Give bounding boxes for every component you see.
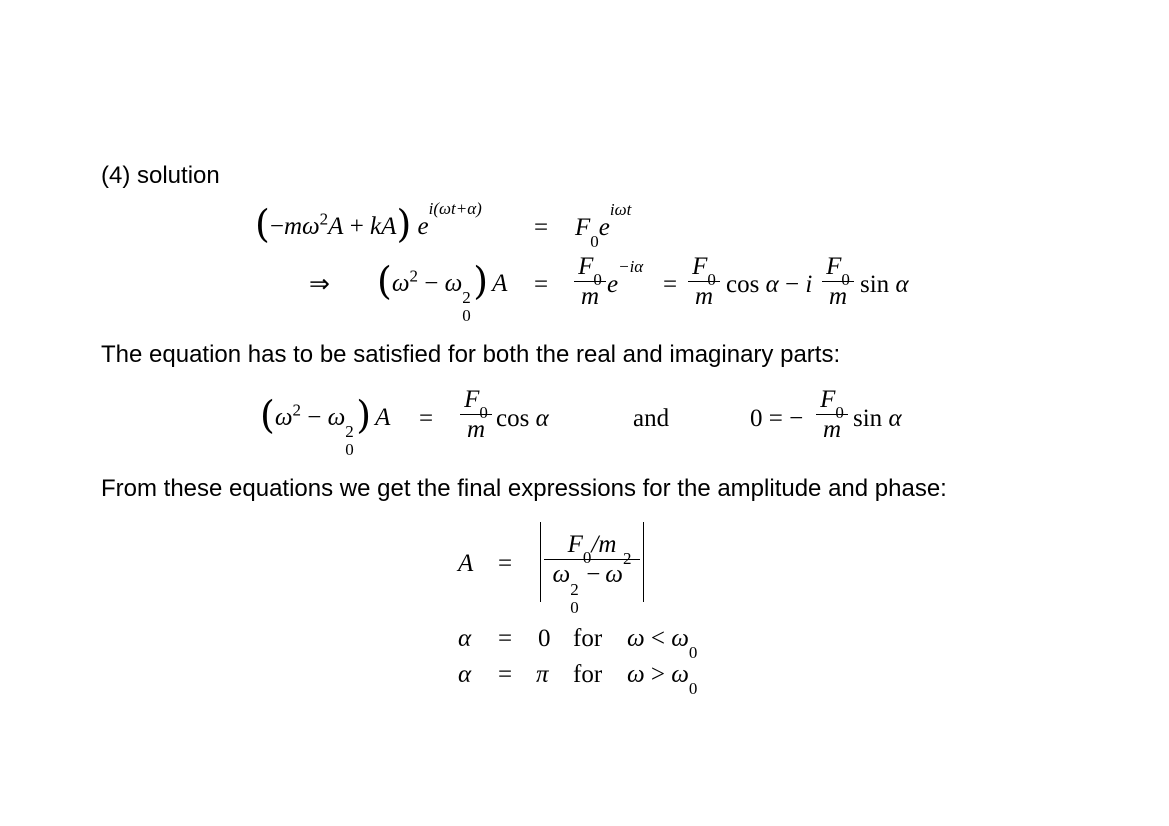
minus-sign: −	[789, 405, 804, 432]
minus-sign: −	[784, 271, 800, 298]
over-mass: /m	[591, 531, 617, 558]
condition-less	[627, 625, 698, 662]
alpha-symbol: α	[895, 271, 909, 298]
mass-symbol: m	[828, 283, 848, 310]
equation-2-equals-b: =	[663, 271, 678, 298]
subscript-zero: 0	[688, 679, 698, 698]
square-exponent: 2	[570, 580, 579, 599]
alpha-lhs-2: α	[458, 661, 472, 688]
exponential-base: e	[598, 214, 610, 241]
omega-zero-symbol: ω	[444, 270, 463, 297]
alpha-symbol: α	[535, 405, 549, 432]
fraction-F0-over-m	[460, 386, 492, 443]
alpha-symbol: α	[765, 271, 779, 298]
imaginary-unit: i	[805, 271, 813, 298]
square-exponent: 2	[319, 209, 329, 229]
square-exponent: 2	[345, 422, 354, 441]
minus-sign: −	[586, 561, 601, 588]
square-exponent: 2	[622, 548, 632, 568]
omega-zero-symbol: ω	[671, 625, 689, 652]
subscript-zero: 0	[462, 306, 471, 325]
equation-2-equals: =	[534, 271, 549, 298]
alpha-lhs-1: α	[458, 625, 472, 652]
omega-zero-symbol: ω	[671, 661, 689, 688]
minus-sign: −	[424, 270, 439, 297]
omega-symbol: ω	[302, 213, 320, 240]
for-word-2: for	[573, 661, 603, 688]
zero-value: 0	[538, 625, 551, 652]
subscript-zero: 0	[688, 643, 698, 662]
alpha-symbol: α	[888, 405, 902, 432]
square-exponent: 2	[462, 288, 471, 307]
subscript-zero: 0	[479, 403, 488, 422]
right-paren: )	[356, 393, 372, 437]
sin-alpha	[860, 272, 909, 297]
square-exponent: 2	[409, 266, 418, 286]
force-symbol: F	[567, 531, 583, 558]
sin-alpha	[853, 406, 902, 431]
exponent-full: i(ωt+α)	[428, 198, 482, 218]
amplitude-symbol: A	[328, 213, 344, 240]
subscript-zero: 0	[582, 548, 592, 567]
minus-sign: −	[307, 404, 322, 431]
force-symbol: F	[820, 386, 836, 413]
equation-4-equals: =	[498, 550, 513, 577]
exponential-base: e	[417, 213, 429, 240]
subscript-zero: 0	[590, 232, 599, 251]
fraction-F0-over-m	[574, 253, 606, 310]
exponential-base: e	[607, 271, 619, 298]
subscript-zero: 0	[707, 270, 716, 289]
subscript-zero: 0	[593, 270, 602, 289]
equals-sign: =	[768, 405, 783, 432]
mass-symbol: m	[283, 213, 302, 240]
text-real-imaginary: The equation has to be satisfied for both the real and imaginary parts:	[101, 341, 841, 368]
and-word: and	[633, 405, 670, 432]
fraction-amplitude	[544, 531, 640, 617]
left-paren: (	[260, 393, 275, 437]
cos-alpha-minus-i	[726, 272, 812, 297]
equation-3-equals: =	[419, 405, 434, 432]
plus-sign: +	[349, 213, 364, 240]
right-paren: )	[396, 202, 412, 246]
force-symbol: F	[826, 253, 842, 280]
equation-3-lhs	[260, 393, 391, 459]
omega-zero-symbol: ω	[552, 561, 571, 588]
force-symbol: F	[464, 386, 480, 413]
force-symbol: F	[575, 214, 591, 241]
spring-constant-symbol: k	[370, 213, 382, 240]
amplitude-symbol: A	[381, 213, 397, 240]
equation-6-equals: =	[498, 661, 513, 688]
sin-function: sin	[860, 271, 890, 298]
minus-sign: −	[269, 213, 284, 240]
fraction-F0-over-m	[688, 253, 720, 310]
absolute-value-right-bar	[643, 522, 644, 602]
subscript-zero: 0	[570, 598, 579, 617]
sin-function: sin	[853, 405, 883, 432]
amplitude-symbol: A	[375, 404, 391, 431]
for-word-1: for	[573, 625, 603, 652]
exponent-iwt: iωt	[609, 199, 632, 219]
force-symbol: F	[578, 253, 594, 280]
omega-symbol: ω	[605, 561, 623, 588]
greater-than-sign: >	[650, 661, 666, 688]
equation-5-equals: =	[498, 625, 513, 652]
pi-value: π	[536, 661, 549, 688]
omega-symbol: ω	[627, 625, 645, 652]
equation-1-equals: =	[534, 214, 549, 241]
text-final-expressions: From these equations we get the final expressions for the amplitude and phase:	[101, 475, 947, 502]
equation-2-lhs	[377, 259, 508, 325]
omega-zero-symbol: ω	[327, 404, 346, 431]
left-paren: (	[255, 202, 270, 246]
omega-symbol: ω	[627, 661, 645, 688]
subscript-zero: 0	[841, 270, 850, 289]
heading: (4) solution	[101, 162, 220, 189]
subscript-zero: 0	[345, 440, 354, 459]
fraction-F0-over-m	[822, 253, 854, 310]
condition-greater	[627, 661, 698, 698]
right-paren: )	[473, 259, 489, 303]
subscript-zero: 0	[835, 403, 844, 422]
square-exponent: 2	[292, 400, 301, 420]
omega-symbol: ω	[391, 270, 410, 297]
less-than-sign: <	[650, 625, 666, 652]
cos-function: cos	[726, 271, 760, 298]
mass-symbol: m	[580, 283, 600, 310]
equation-3b-lhs	[750, 406, 803, 431]
mass-symbol: m	[466, 416, 486, 443]
amplitude-lhs: A	[458, 550, 474, 577]
cos-function: cos	[496, 405, 530, 432]
left-paren: (	[377, 259, 392, 303]
amplitude-symbol: A	[492, 270, 508, 297]
implies-arrow: ⇒	[309, 271, 330, 298]
fraction-F0-over-m	[816, 386, 848, 443]
omega-symbol: ω	[274, 404, 293, 431]
exponent-neg-ialpha: −iα	[618, 256, 644, 276]
force-symbol: F	[692, 253, 708, 280]
absolute-value-left-bar	[540, 522, 541, 602]
cos-alpha	[496, 406, 549, 431]
mass-symbol: m	[694, 283, 714, 310]
mass-symbol: m	[822, 416, 842, 443]
zero-digit: 0	[750, 405, 763, 432]
